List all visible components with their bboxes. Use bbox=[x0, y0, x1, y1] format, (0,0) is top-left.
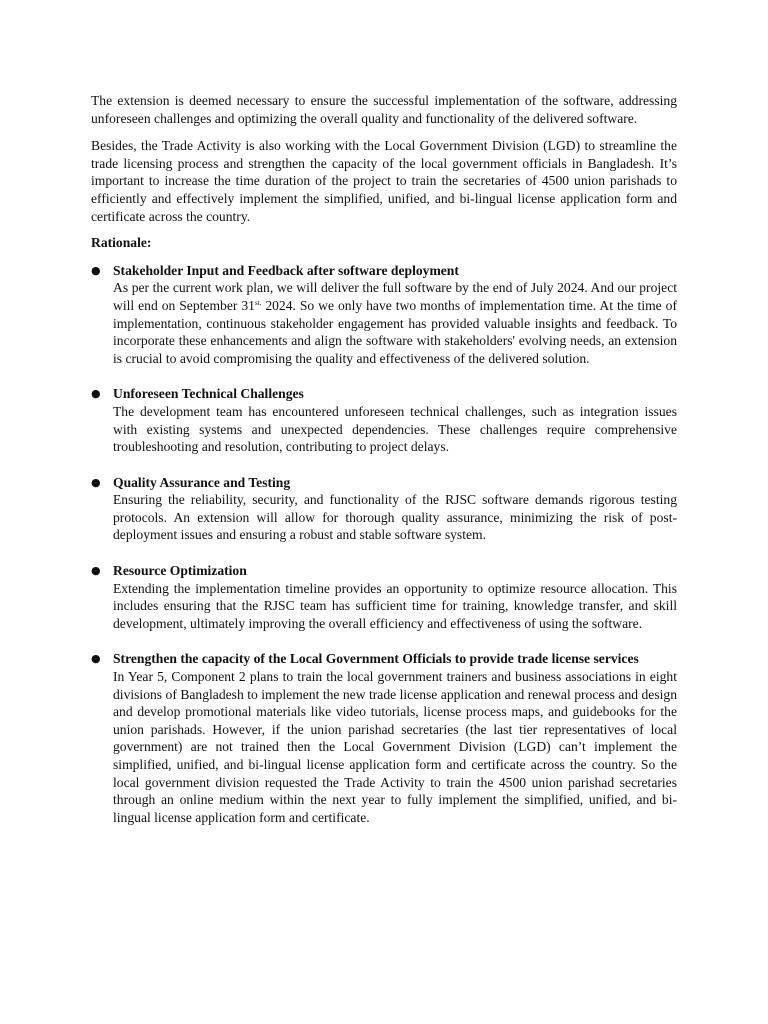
rationale-list bbox=[91, 262, 677, 827]
bullet-body: The development team has encountered unforeseen technical challenges, such as integration issues with existing systems and unexpected dependencies. These challenges require comprehensive troubleshooting and resolution, contributing to project delays. bbox=[113, 403, 677, 455]
bullet-title: Stakeholder Input and Feedback after software deployment bbox=[113, 262, 459, 278]
bullet-body: Extending the implementation timeline provides an opportunity to optimize resource allocation. This includes ensuring that the RJSC team has sufficient time for training, knowledge transfer, and skill development, ultimately improving the overall efficiency and effectiveness of using the software. bbox=[113, 580, 677, 631]
lgd-paragraph: Besides, the Trade Activity is also working with the Local Government Division (LGD) to streamline the trade licensing process and strengthen the capacity of the local government officials in Bangladesh. It’s important to increase the time duration of the project to train the secretaries of 4500 union parishads to efficiently and effectively implement the simplified, unified, and bi-lingual license application form and certificate across the country. bbox=[91, 138, 677, 224]
rationale-item-capacity bbox=[91, 650, 677, 826]
bullet-body-text: As per the current work plan, we will deliver the full software by the end of July 2024. And our project will end on September 31 bbox=[113, 280, 677, 313]
rationale-item-stakeholder bbox=[91, 262, 677, 368]
bullet-body: Ensuring the reliability, security, and functionality of the RJSC software demands rigorous testing protocols. An extension will allow for thorough quality assurance, minimizing the risk of post-deployment issues and ensuring a robust and stable software system. bbox=[113, 492, 677, 543]
document-page bbox=[91, 92, 677, 844]
bullet-icon: ● bbox=[91, 263, 101, 277]
rationale-item-resource bbox=[91, 562, 677, 632]
bullet-body: In Year 5, Component 2 plans to train the local government trainers and business associations in eight divisions of Bangladesh to implement the new trade license application and renewal process and design and develop promotional materials like video tutorials, license process maps, and guidebooks for the union parishads. However, if the union parishad secretaries (the last tier representatives of local government) are not trained then the Local Government Division (LGD) can’t implement the simplified, unified, and bi-lingual license application form and certificate across the country. So the local government division requested the Trade Activity to train the 4500 union parishad secretaries through an online medium within the next year to fully implement the simplified, unified, and bi-lingual license application form and certificate. bbox=[113, 669, 677, 825]
intro-paragraph: The extension is deemed necessary to ensure the successful implementation of the software, addressing unforeseen challenges and optimizing the overall quality and functionality of the delivered software. bbox=[91, 93, 677, 126]
bullet-title: Strengthen the capacity of the Local Government Officials to provide trade license services bbox=[113, 651, 639, 667]
rationale-item-technical bbox=[91, 385, 677, 455]
date-ordinal-suffix: st, bbox=[254, 298, 262, 307]
rationale-heading: Rationale: bbox=[91, 235, 152, 251]
bullet-icon: ● bbox=[91, 387, 101, 401]
bullet-icon: ● bbox=[91, 564, 101, 578]
bullet-title: Resource Optimization bbox=[113, 563, 247, 579]
rationale-item-qa bbox=[91, 474, 677, 544]
bullet-body bbox=[113, 279, 677, 367]
bullet-icon: ● bbox=[91, 475, 101, 489]
bullet-icon: ● bbox=[91, 652, 101, 666]
bullet-title: Quality Assurance and Testing bbox=[113, 474, 291, 490]
bullet-body-text: 2024. So we only have two months of implementation time. At the time of implementation, continuous stakeholder engagement has provided valuable insights and feedback. To incorporate these enhancements and align the software with stakeholders' evolving needs, an extension is crucial to avoid compromising the quality and effectiveness of the delivered solution. bbox=[113, 297, 677, 366]
bullet-title: Unforeseen Technical Challenges bbox=[113, 386, 304, 402]
